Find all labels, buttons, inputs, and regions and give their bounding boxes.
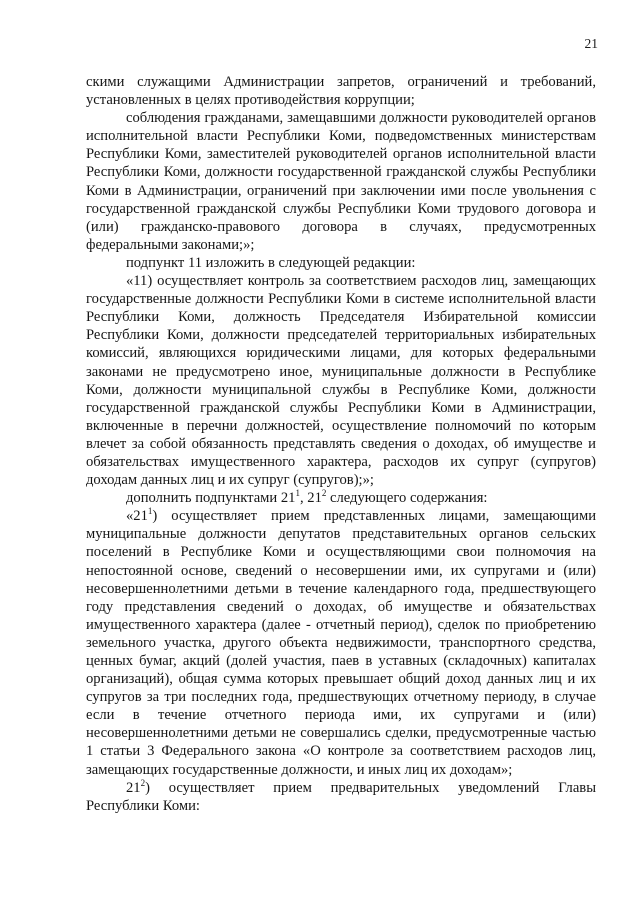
paragraph-subclause-11: «11) осуществляет контроль за соответствием расходов лиц, замещающих государственные должности Республики Коми в системе исполнительной власти Республики Коми, должность Председателя Избирательной комиссии Республики Коми, должности председателей территориальных избирательных комиссий, являющихся юридическими лицами, для которых федеральными законами не предусмотрено иное, муниципальные должности в Республике Коми, должности муниципальной службы в Республике Коми, должности государственной гражданской службы Республики Коми в Администрации, включенные в перечни должностей, осуществление полномочий по которым влечет за собой обязанность представлять сведения о доходах, об имуществе и обязательствах имущественного характера, расходов их супруг (супругов) доходам данных лиц и их супруг (супругов);»; <box>86 273 596 489</box>
paragraph-subclause-11-intro: подпункт 11 изложить в следующей редакции: <box>126 254 416 271</box>
superscript-index: 2 <box>321 488 327 499</box>
paragraph-add-subclauses-intro: дополнить подпунктами $21^1$, $21^2$ следующего содержания: <box>126 488 488 507</box>
superscript-index: 1 <box>295 488 300 499</box>
paragraph-continuation: скими служащими Администрации запретов, ограничений и требований, установленных в целях противодействия коррупции; <box>86 74 596 109</box>
paragraph-subclause-21-2: $21^2$) осуществляет прием предварительных уведомлений Главы Республики Коми: <box>86 777 596 814</box>
paragraph-subclause-21-1: «$21^1$) осуществляет прием представленных лицами, замещающими муниципальные должности депутатов представительных органов сельских поселений в Республике Коми и осуществляющими свои полномочия на непостоянной основе, сведений о несовершении ими, их супругами и (или) несовершеннолетними детьми в течение календарного года, предшествующего году представления сведений о доходах, об имуществе и обязательствах имущественного характера (далее - отчетный период), сделок по приобретению земельного участка, другого объекта недвижимости, транспортного средства, ценных бумаг, акций (долей участия, паев в уставных (складочных) капиталах организаций), общая сумма которых превышает общий доход данных лиц и их супругов за три последних года, предшествующих отчетному периоду, в случае если в течение отчетного периода ими, их супругами и (или) несовершеннолетними детьми не совершались сделки, предусмотренные частью 1 статьи 3 Федерального закона «О контроле за соответствием расходов лиц, замещающих государственные должности, и иных лиц их доходам»; <box>86 506 596 778</box>
document-body <box>86 73 596 815</box>
superscript-index: 1 <box>147 506 153 517</box>
page-number: 21 <box>584 36 598 51</box>
paragraph-compliance: соблюдения гражданами, замещавшими должности руководителей органов исполнительной власти Республики Коми, подведомственных министерствам Республики Коми, заместителей руководителей органов исполнительной власти Республики Коми, должности государственной гражданской службы Республики Коми в Администрации, ограничений при заключении ими после увольнения с государственной гражданской службы Республики Коми трудового договора и (или) гражданско-правового договора в случаях, предусмотренных федеральными законами;»; <box>86 110 596 253</box>
superscript-index: 2 <box>140 777 146 788</box>
